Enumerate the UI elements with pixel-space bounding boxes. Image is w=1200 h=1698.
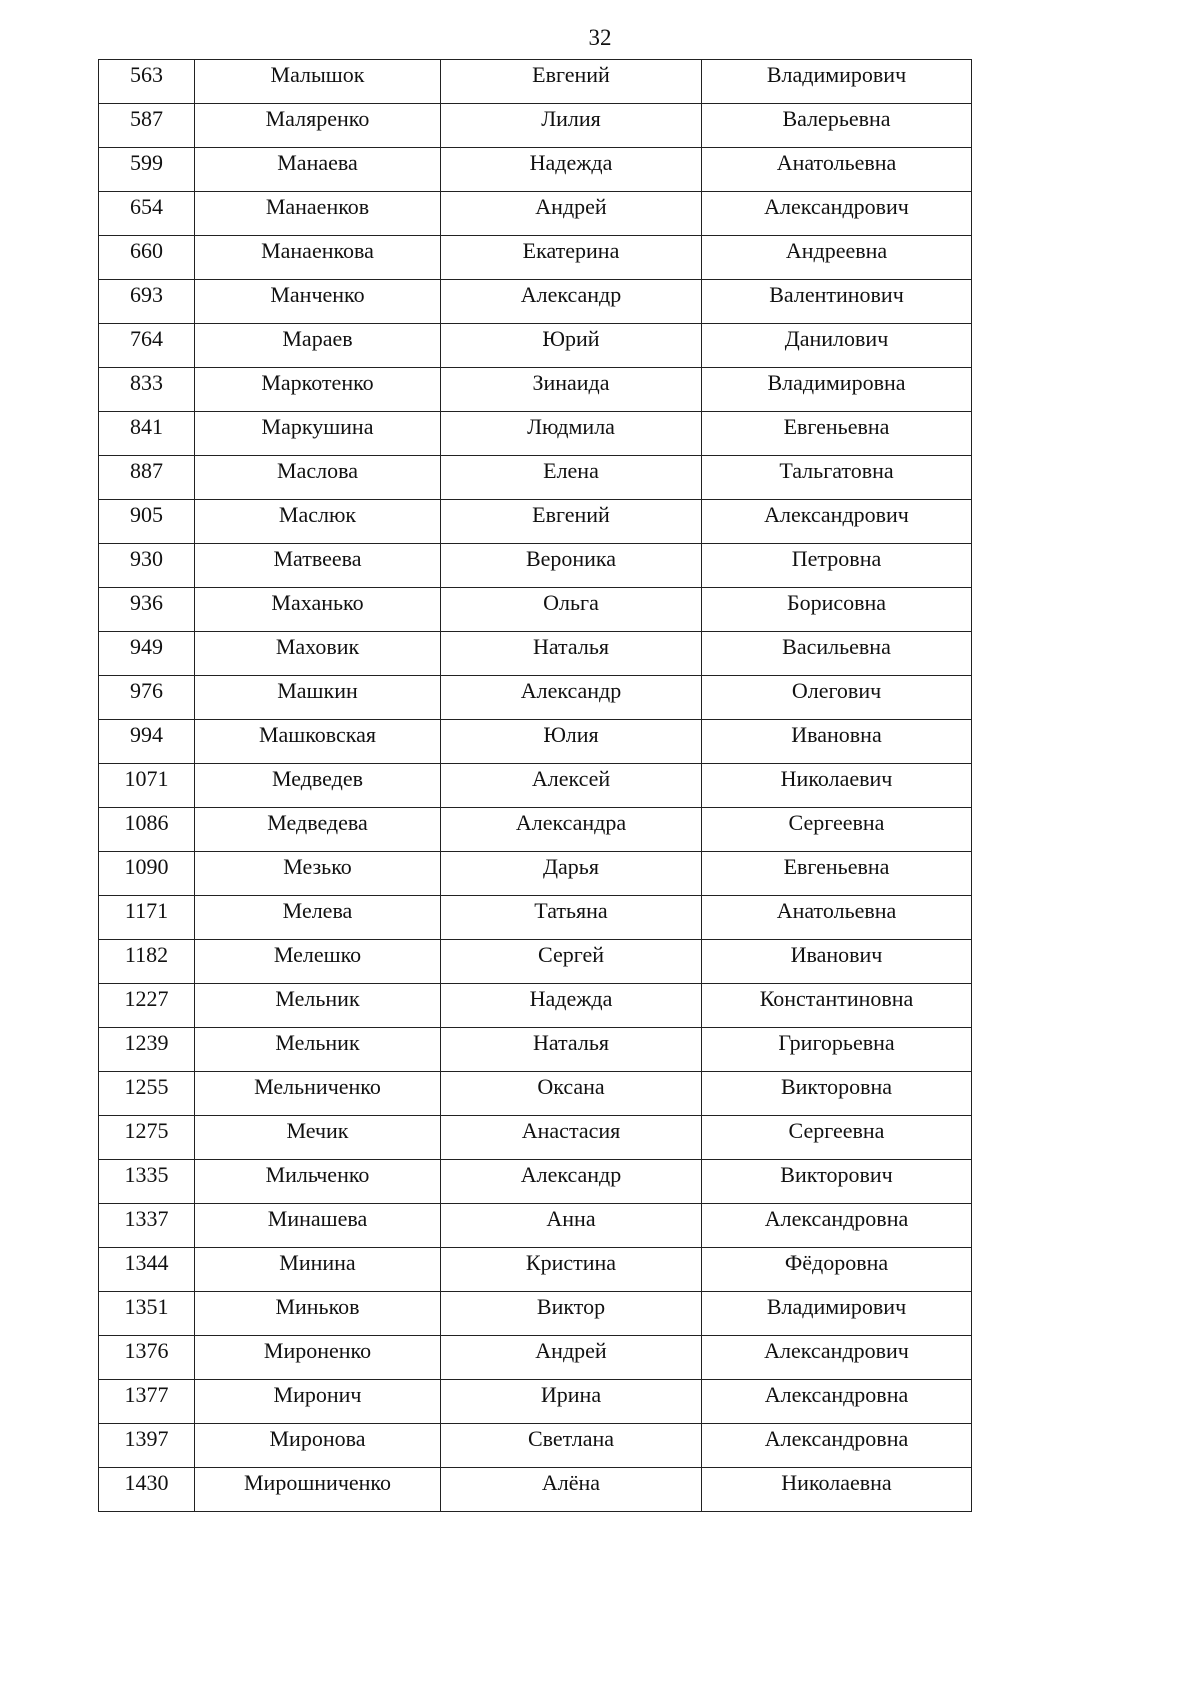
table-row bbox=[99, 192, 972, 236]
patronymic-cell: Евгеньевна bbox=[702, 852, 972, 896]
table-row bbox=[99, 1292, 972, 1336]
roster-table bbox=[98, 59, 972, 1512]
patronymic-cell: Александрович bbox=[702, 1336, 972, 1380]
first-name-cell: Сергей bbox=[441, 940, 702, 984]
roster-table-body bbox=[99, 60, 972, 1512]
last-name-cell: Медведева bbox=[195, 808, 441, 852]
patronymic-cell: Владимирович bbox=[702, 1292, 972, 1336]
row-number-cell: 693 bbox=[99, 280, 195, 324]
patronymic-cell: Владимирович bbox=[702, 60, 972, 104]
last-name-cell: Маслова bbox=[195, 456, 441, 500]
patronymic-cell: Евгеньевна bbox=[702, 412, 972, 456]
first-name-cell: Кристина bbox=[441, 1248, 702, 1292]
row-number-cell: 599 bbox=[99, 148, 195, 192]
table-row bbox=[99, 676, 972, 720]
patronymic-cell: Константиновна bbox=[702, 984, 972, 1028]
table-row bbox=[99, 456, 972, 500]
table-row bbox=[99, 632, 972, 676]
last-name-cell: Миньков bbox=[195, 1292, 441, 1336]
row-number-cell: 1239 bbox=[99, 1028, 195, 1072]
last-name-cell: Манченко bbox=[195, 280, 441, 324]
table-row bbox=[99, 280, 972, 324]
last-name-cell: Мараев bbox=[195, 324, 441, 368]
table-row bbox=[99, 148, 972, 192]
table-row bbox=[99, 60, 972, 104]
row-number-cell: 949 bbox=[99, 632, 195, 676]
row-number-cell: 563 bbox=[99, 60, 195, 104]
row-number-cell: 1275 bbox=[99, 1116, 195, 1160]
patronymic-cell: Анатольевна bbox=[702, 148, 972, 192]
last-name-cell: Машкин bbox=[195, 676, 441, 720]
last-name-cell: Маркушина bbox=[195, 412, 441, 456]
table-row bbox=[99, 1204, 972, 1248]
patronymic-cell: Николаевна bbox=[702, 1468, 972, 1512]
row-number-cell: 764 bbox=[99, 324, 195, 368]
patronymic-cell: Фёдоровна bbox=[702, 1248, 972, 1292]
table-row bbox=[99, 984, 972, 1028]
row-number-cell: 1227 bbox=[99, 984, 195, 1028]
table-row bbox=[99, 852, 972, 896]
patronymic-cell: Валентинович bbox=[702, 280, 972, 324]
row-number-cell: 660 bbox=[99, 236, 195, 280]
last-name-cell: Маханько bbox=[195, 588, 441, 632]
patronymic-cell: Александровна bbox=[702, 1424, 972, 1468]
page-number: 32 bbox=[588, 25, 612, 50]
last-name-cell: Мелешко bbox=[195, 940, 441, 984]
patronymic-cell: Васильевна bbox=[702, 632, 972, 676]
first-name-cell: Виктор bbox=[441, 1292, 702, 1336]
last-name-cell: Мельниченко bbox=[195, 1072, 441, 1116]
last-name-cell: Мелева bbox=[195, 896, 441, 940]
table-row bbox=[99, 544, 972, 588]
first-name-cell: Екатерина bbox=[441, 236, 702, 280]
first-name-cell: Анастасия bbox=[441, 1116, 702, 1160]
first-name-cell: Татьяна bbox=[441, 896, 702, 940]
first-name-cell: Надежда bbox=[441, 984, 702, 1028]
row-number-cell: 887 bbox=[99, 456, 195, 500]
first-name-cell: Юлия bbox=[441, 720, 702, 764]
table-row bbox=[99, 368, 972, 412]
patronymic-cell: Александровна bbox=[702, 1204, 972, 1248]
first-name-cell: Наталья bbox=[441, 1028, 702, 1072]
patronymic-cell: Тальгатовна bbox=[702, 456, 972, 500]
patronymic-cell: Ивановна bbox=[702, 720, 972, 764]
table-row bbox=[99, 896, 972, 940]
patronymic-cell: Валерьевна bbox=[702, 104, 972, 148]
table-row bbox=[99, 1248, 972, 1292]
table-row bbox=[99, 940, 972, 984]
row-number-cell: 1397 bbox=[99, 1424, 195, 1468]
first-name-cell: Анна bbox=[441, 1204, 702, 1248]
first-name-cell: Светлана bbox=[441, 1424, 702, 1468]
row-number-cell: 1344 bbox=[99, 1248, 195, 1292]
last-name-cell: Мельник bbox=[195, 984, 441, 1028]
patronymic-cell: Николаевич bbox=[702, 764, 972, 808]
table-row bbox=[99, 1160, 972, 1204]
patronymic-cell: Иванович bbox=[702, 940, 972, 984]
first-name-cell: Евгений bbox=[441, 500, 702, 544]
table-row bbox=[99, 1336, 972, 1380]
row-number-cell: 587 bbox=[99, 104, 195, 148]
row-number-cell: 1430 bbox=[99, 1468, 195, 1512]
table-row bbox=[99, 1116, 972, 1160]
first-name-cell: Андрей bbox=[441, 1336, 702, 1380]
table-row bbox=[99, 1424, 972, 1468]
first-name-cell: Юрий bbox=[441, 324, 702, 368]
table-row bbox=[99, 588, 972, 632]
last-name-cell: Миронич bbox=[195, 1380, 441, 1424]
last-name-cell: Маляренко bbox=[195, 104, 441, 148]
first-name-cell: Евгений bbox=[441, 60, 702, 104]
row-number-cell: 1377 bbox=[99, 1380, 195, 1424]
last-name-cell: Мечик bbox=[195, 1116, 441, 1160]
row-number-cell: 1182 bbox=[99, 940, 195, 984]
last-name-cell: Манаенков bbox=[195, 192, 441, 236]
first-name-cell: Алёна bbox=[441, 1468, 702, 1512]
patronymic-cell: Григорьевна bbox=[702, 1028, 972, 1072]
row-number-cell: 1351 bbox=[99, 1292, 195, 1336]
first-name-cell: Людмила bbox=[441, 412, 702, 456]
patronymic-cell: Андреевна bbox=[702, 236, 972, 280]
row-number-cell: 930 bbox=[99, 544, 195, 588]
last-name-cell: Манаева bbox=[195, 148, 441, 192]
table-row bbox=[99, 500, 972, 544]
table-row bbox=[99, 720, 972, 764]
table-row bbox=[99, 808, 972, 852]
last-name-cell: Маслюк bbox=[195, 500, 441, 544]
last-name-cell: Мезько bbox=[195, 852, 441, 896]
patronymic-cell: Владимировна bbox=[702, 368, 972, 412]
row-number-cell: 654 bbox=[99, 192, 195, 236]
first-name-cell: Александра bbox=[441, 808, 702, 852]
row-number-cell: 1376 bbox=[99, 1336, 195, 1380]
last-name-cell: Миронова bbox=[195, 1424, 441, 1468]
patronymic-cell: Александровна bbox=[702, 1380, 972, 1424]
patronymic-cell: Данилович bbox=[702, 324, 972, 368]
last-name-cell: Маркотенко bbox=[195, 368, 441, 412]
last-name-cell: Мельник bbox=[195, 1028, 441, 1072]
first-name-cell: Ольга bbox=[441, 588, 702, 632]
row-number-cell: 1090 bbox=[99, 852, 195, 896]
first-name-cell: Елена bbox=[441, 456, 702, 500]
table-row bbox=[99, 324, 972, 368]
first-name-cell: Александр bbox=[441, 280, 702, 324]
last-name-cell: Манаенкова bbox=[195, 236, 441, 280]
first-name-cell: Александр bbox=[441, 1160, 702, 1204]
first-name-cell: Надежда bbox=[441, 148, 702, 192]
last-name-cell: Матвеева bbox=[195, 544, 441, 588]
patronymic-cell: Александрович bbox=[702, 500, 972, 544]
patronymic-cell: Петровна bbox=[702, 544, 972, 588]
first-name-cell: Дарья bbox=[441, 852, 702, 896]
first-name-cell: Оксана bbox=[441, 1072, 702, 1116]
last-name-cell: Маховик bbox=[195, 632, 441, 676]
row-number-cell: 976 bbox=[99, 676, 195, 720]
row-number-cell: 841 bbox=[99, 412, 195, 456]
patronymic-cell: Анатольевна bbox=[702, 896, 972, 940]
first-name-cell: Зинаида bbox=[441, 368, 702, 412]
table-row bbox=[99, 764, 972, 808]
last-name-cell: Машковская bbox=[195, 720, 441, 764]
row-number-cell: 994 bbox=[99, 720, 195, 764]
last-name-cell: Малышок bbox=[195, 60, 441, 104]
row-number-cell: 1337 bbox=[99, 1204, 195, 1248]
first-name-cell: Ирина bbox=[441, 1380, 702, 1424]
patronymic-cell: Александрович bbox=[702, 192, 972, 236]
table-row bbox=[99, 1380, 972, 1424]
last-name-cell: Медведев bbox=[195, 764, 441, 808]
patronymic-cell: Викторович bbox=[702, 1160, 972, 1204]
patronymic-cell: Олегович bbox=[702, 676, 972, 720]
first-name-cell: Вероника bbox=[441, 544, 702, 588]
last-name-cell: Мильченко bbox=[195, 1160, 441, 1204]
row-number-cell: 905 bbox=[99, 500, 195, 544]
table-row bbox=[99, 412, 972, 456]
first-name-cell: Наталья bbox=[441, 632, 702, 676]
row-number-cell: 1171 bbox=[99, 896, 195, 940]
table-row bbox=[99, 1028, 972, 1072]
patronymic-cell: Борисовна bbox=[702, 588, 972, 632]
patronymic-cell: Сергеевна bbox=[702, 1116, 972, 1160]
table-row bbox=[99, 1468, 972, 1512]
row-number-cell: 1335 bbox=[99, 1160, 195, 1204]
first-name-cell: Андрей bbox=[441, 192, 702, 236]
patronymic-cell: Сергеевна bbox=[702, 808, 972, 852]
last-name-cell: Минина bbox=[195, 1248, 441, 1292]
row-number-cell: 833 bbox=[99, 368, 195, 412]
row-number-cell: 1255 bbox=[99, 1072, 195, 1116]
last-name-cell: Мирошниченко bbox=[195, 1468, 441, 1512]
table-row bbox=[99, 104, 972, 148]
first-name-cell: Алексей bbox=[441, 764, 702, 808]
first-name-cell: Лилия bbox=[441, 104, 702, 148]
row-number-cell: 1071 bbox=[99, 764, 195, 808]
last-name-cell: Мироненко bbox=[195, 1336, 441, 1380]
table-row bbox=[99, 236, 972, 280]
last-name-cell: Минашева bbox=[195, 1204, 441, 1248]
row-number-cell: 936 bbox=[99, 588, 195, 632]
first-name-cell: Александр bbox=[441, 676, 702, 720]
patronymic-cell: Викторовна bbox=[702, 1072, 972, 1116]
table-row bbox=[99, 1072, 972, 1116]
row-number-cell: 1086 bbox=[99, 808, 195, 852]
